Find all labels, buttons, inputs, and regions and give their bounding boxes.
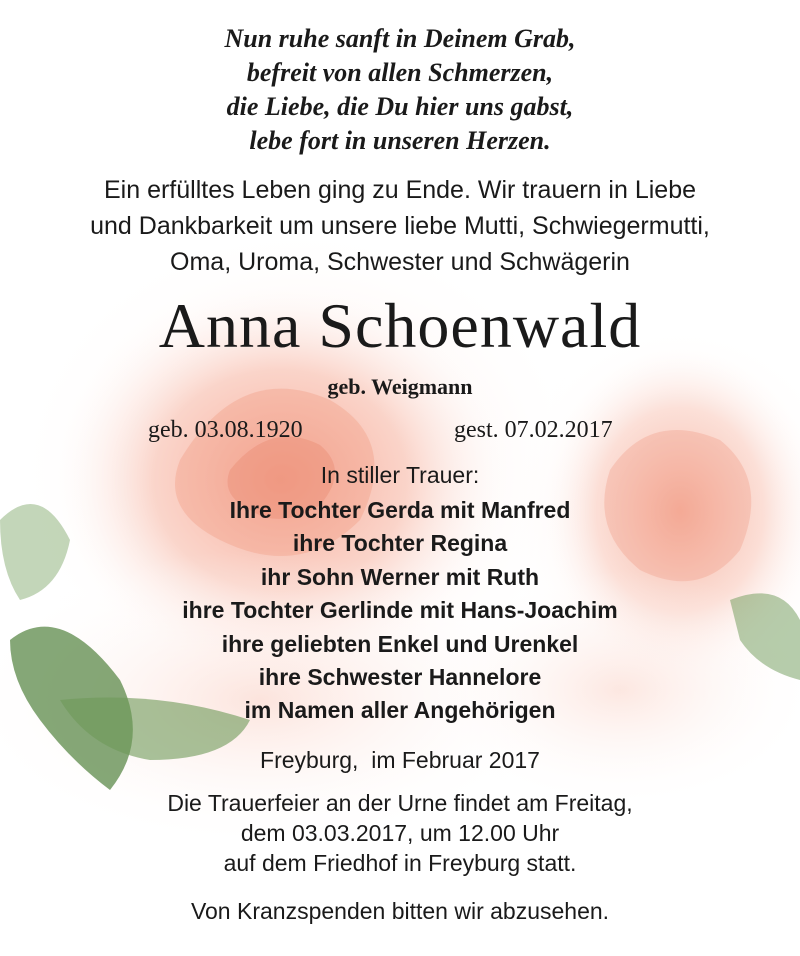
poem-line: lebe fort in unseren Herzen. (249, 126, 551, 155)
mourner-line: im Namen aller Angehörigen (244, 697, 556, 724)
mourners-list (0, 494, 800, 728)
mourner-line: ihre Tochter Gerlinde mit Hans-Joachim (182, 597, 618, 624)
funeral-line: Die Trauerfeier an der Urne findet am Freitag, (167, 790, 633, 816)
intro-line: Ein erfülltes Leben ging zu Ende. Wir trauern in Liebe (103, 176, 697, 204)
mourner-line: ihre Schwester Hannelore (258, 664, 542, 691)
funeral-info (0, 788, 800, 878)
poem-line: die Liebe, die Du hier uns gabst, (226, 92, 574, 121)
memorial-poem (0, 22, 800, 158)
mourner-line: ihre geliebten Enkel und Urenkel (221, 630, 579, 657)
place-and-date: Freyburg, im Februar 2017 (260, 747, 540, 773)
wreath-note: Von Kranzspenden bitten wir abzusehen. (190, 898, 610, 924)
poem-line: Nun ruhe sanft in Deinem Grab, (224, 24, 576, 53)
deceased-name: Anna Schoenwald (158, 290, 642, 361)
mourner-line: ihre Tochter Regina (292, 530, 508, 557)
birth-date: geb. 03.08.1920 (148, 417, 303, 443)
mourning-label: In stiller Trauer: (320, 462, 480, 488)
intro-line: Oma, Uroma, Schwester und Schwägerin (170, 248, 630, 276)
mourner-line: ihr Sohn Werner mit Ruth (260, 563, 540, 590)
poem-line: befreit von allen Schmerzen, (246, 58, 554, 87)
funeral-line: dem 03.03.2017, um 12.00 Uhr (240, 820, 560, 846)
maiden-name: geb. Weigmann (327, 374, 473, 399)
intro-text (0, 172, 800, 280)
mourner-line: Ihre Tochter Gerda mit Manfred (229, 497, 571, 523)
death-date: gest. 07.02.2017 (454, 417, 613, 443)
funeral-line: auf dem Friedhof in Freyburg statt. (223, 850, 577, 876)
intro-line: und Dankbarkeit um unsere liebe Mutti, Schwiegermutti, (90, 212, 710, 240)
